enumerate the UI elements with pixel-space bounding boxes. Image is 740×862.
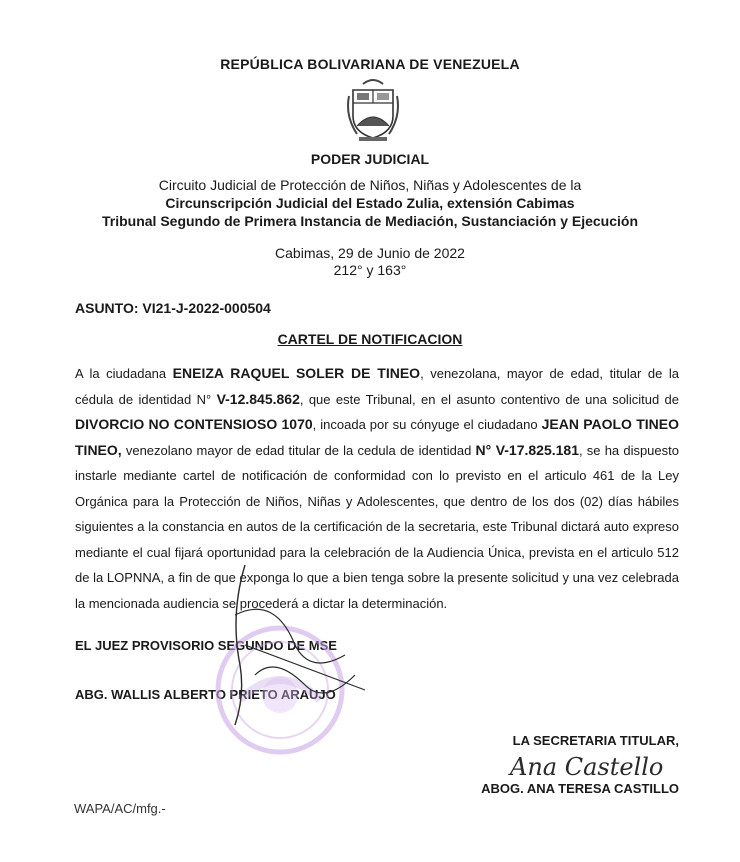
recipient-name: ENEIZA RAQUEL SOLER DE TINEO <box>172 365 421 381</box>
republic-heading: REPÚBLICA BOLIVARIANA DE VENEZUELA <box>220 56 520 72</box>
secretary-signature <box>500 745 690 785</box>
judicial-power-heading: PODER JUDICIAL <box>310 151 430 167</box>
coat-of-arms-icon <box>343 76 403 142</box>
secretary-signature-text: Ana Castello <box>510 753 664 781</box>
court-line-2: Circunscripción Judicial del Estado Zulia, extensión Cabimas <box>165 195 575 211</box>
case-number: ASUNTO: VI21-J-2022-000504 <box>75 300 271 316</box>
body-text-5: venezolano mayor de edad titular de la cedula de identidad <box>121 442 476 458</box>
body-text-1: A la ciudadana <box>75 366 173 381</box>
case-type: DIVORCIO NO CONTENSIOSO 1070 <box>75 416 313 432</box>
place-date: Cabimas, 29 de Junio de 2022 <box>275 245 465 261</box>
body-text-3: , que este Tribunal, en el asunto contentivo de una solicitud de <box>299 391 679 407</box>
spouse-id: N° V-17.825.181 <box>475 441 579 458</box>
judge-title: EL JUEZ PROVISORIO SEGUNDO DE MSE <box>75 638 337 653</box>
secretary-name: ABOG. ANA TERESA CASTILLO <box>481 781 679 796</box>
typist-initials: WAPA/AC/mfg.- <box>74 801 166 816</box>
spouse-name: JEAN PAOLO TINEO TINEO, <box>75 416 679 458</box>
judge-name: ABG. WALLIS ALBERTO PRIETO ARAUJO <box>75 687 336 702</box>
judge-signature-icon <box>215 555 375 735</box>
years-note: 212° y 163° <box>333 262 407 278</box>
court-heading <box>0 176 740 230</box>
date-block <box>0 245 740 279</box>
notice-body <box>75 361 679 616</box>
court-line-3: Tribunal Segundo de Primera Instancia de Mediación, Sustanciación y Ejecución <box>101 213 639 229</box>
body-text-4: , incoada por su cónyuge el ciudadano <box>312 417 542 432</box>
body-text-2: , venezolana, mayor de edad, titular de la cédula de identidad N° <box>75 366 679 407</box>
notice-title: CARTEL DE NOTIFICACION <box>277 331 463 347</box>
body-text-6: , se ha dispuesto instarle mediante cartel de notificación de conformidad con lo previsto en el articulo 461 de la Ley Orgánica para la Protección de Niños, Niñas y Adolescentes, que dentro de los dos (02) días hábiles siguientes a la constancia en autos de la certificación de la secretaria, este Tribunal dictará auto expreso mediante el cual fijará oportunidad para la celebración de la Audiencia Única, prevista en el articulo 512 de la LOPNNA, a fin de que exponga lo que a bien tenga sobre la presente solicitud y una vez celebrada la mencionada audiencia se procederá a dictar la determinación. <box>75 442 679 611</box>
secretary-title: LA SECRETARIA TITULAR, <box>512 733 679 748</box>
court-line-1: Circuito Judicial de Protección de Niños, Niñas y Adolescentes de la <box>158 177 582 193</box>
recipient-id: V-12.845.862 <box>216 390 300 407</box>
